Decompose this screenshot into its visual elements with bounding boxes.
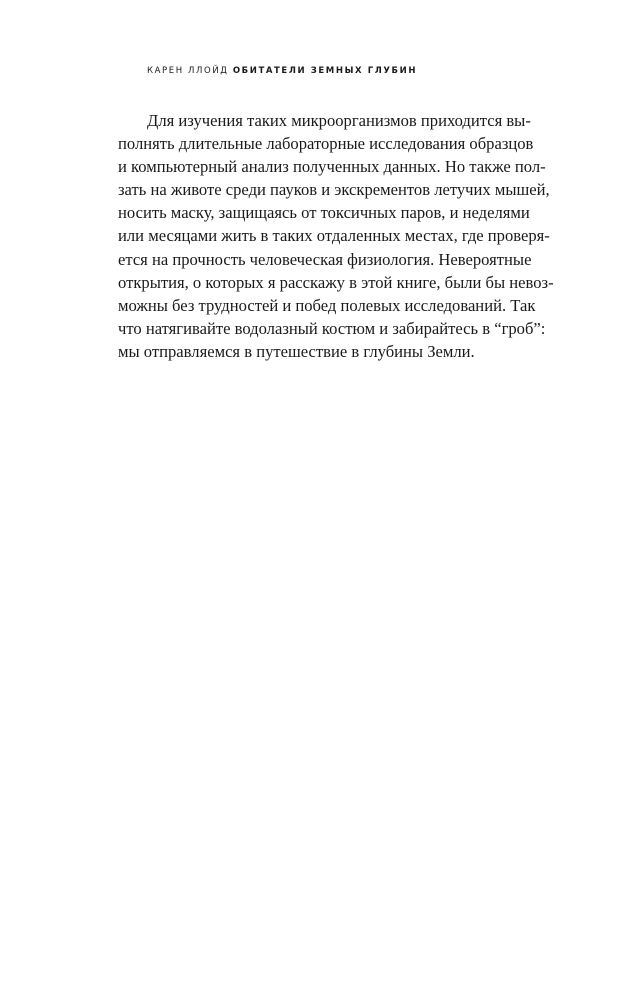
paragraph-line: и компьютерный анализ полученных данных. Но также пол- [118, 157, 546, 177]
paragraph-line: полнять длительные лабораторные исследования образцов [118, 134, 534, 154]
running-head-author: КАРЕН ЛЛОЙД [147, 66, 229, 76]
running-head [147, 66, 417, 76]
paragraph-line: можны без трудностей и побед полевых исследований. Так [118, 295, 536, 315]
paragraph-line: или месяцами жить в таких отдаленных местах, где проверя- [118, 226, 550, 246]
paragraph-line: мы отправляемся в путешествие в глубины Земли. [118, 341, 475, 361]
running-head-book-title: ОБИТАТЕЛИ ЗЕМНЫХ ГЛУБИН [232, 66, 418, 76]
paragraph-line: открытия, о которых я расскажу в этой книге, были бы невоз- [118, 272, 554, 292]
body-paragraph [118, 109, 554, 363]
paragraph-line: ется на прочность человеческая физиология. Невероятные [118, 249, 532, 269]
paragraph-line: носить маску, защищаясь от токсичных паров, и неделями [118, 203, 530, 223]
paragraph-line: зать на животе среди пауков и экскрементов летучих мышей, [118, 180, 550, 200]
paragraph-line: Для изучения таких микроорганизмов приходится вы- [147, 111, 531, 130]
paragraph-line: что натягивайте водолазный костюм и забирайтесь в “гроб”: [118, 318, 546, 338]
